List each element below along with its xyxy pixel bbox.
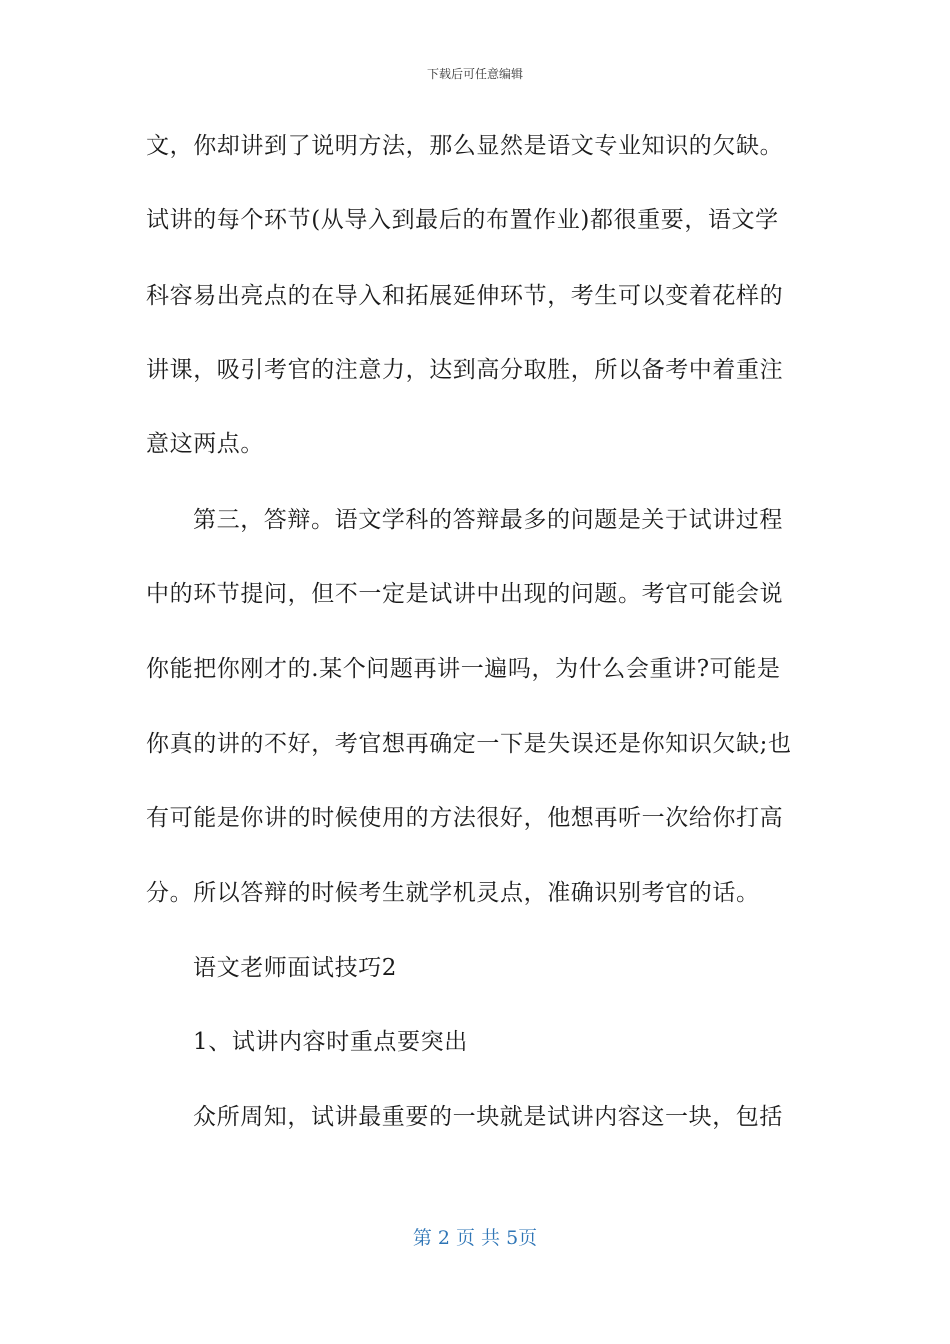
page-number-footer: 第 2 页 共 5页 bbox=[412, 1227, 538, 1249]
paragraph-first-line: 众所周知，试讲最重要的一块就是试讲内容这一块，包括 bbox=[193, 1104, 783, 1130]
body-line: 你真的讲的不好，考官想再确定一下是失误还是你知识欠缺;也 bbox=[146, 731, 792, 757]
body-line: 分。所以答辩的时候考生就学机灵点，准确识别考官的话。 bbox=[146, 880, 760, 906]
body-line: 科容易出亮点的在导入和拓展延伸环节，考生可以变着花样的 bbox=[146, 283, 784, 309]
body-line: 试讲的每个环节(从导入到最后的布置作业)都很重要，语文学 bbox=[146, 207, 779, 233]
body-line: 中的环节提问，但不一定是试讲中出现的问题。考官可能会说 bbox=[146, 581, 784, 607]
body-line: 有可能是你讲的时候使用的方法很好，他想再听一次给你打高 bbox=[146, 805, 784, 831]
body-line: 讲课，吸引考官的注意力，达到高分取胜，所以备考中着重注 bbox=[146, 357, 784, 383]
page-header: 下载后可任意编辑 bbox=[426, 67, 523, 81]
body-line: 文，你却讲到了说明方法，那么显然是语文专业知识的欠缺。 bbox=[146, 133, 784, 159]
section-heading: 语文老师面试技巧2 bbox=[193, 955, 398, 981]
paragraph-first-line: 第三，答辩。语文学科的答辩最多的问题是关于试讲过程 bbox=[193, 507, 783, 533]
body-line: 意这两点。 bbox=[146, 431, 264, 457]
body-line: 你能把你刚才的.某个问题再讲一遍吗，为什么会重讲?可能是 bbox=[146, 656, 781, 682]
subsection-heading: 1、试讲内容时重点要突出 bbox=[193, 1029, 468, 1055]
